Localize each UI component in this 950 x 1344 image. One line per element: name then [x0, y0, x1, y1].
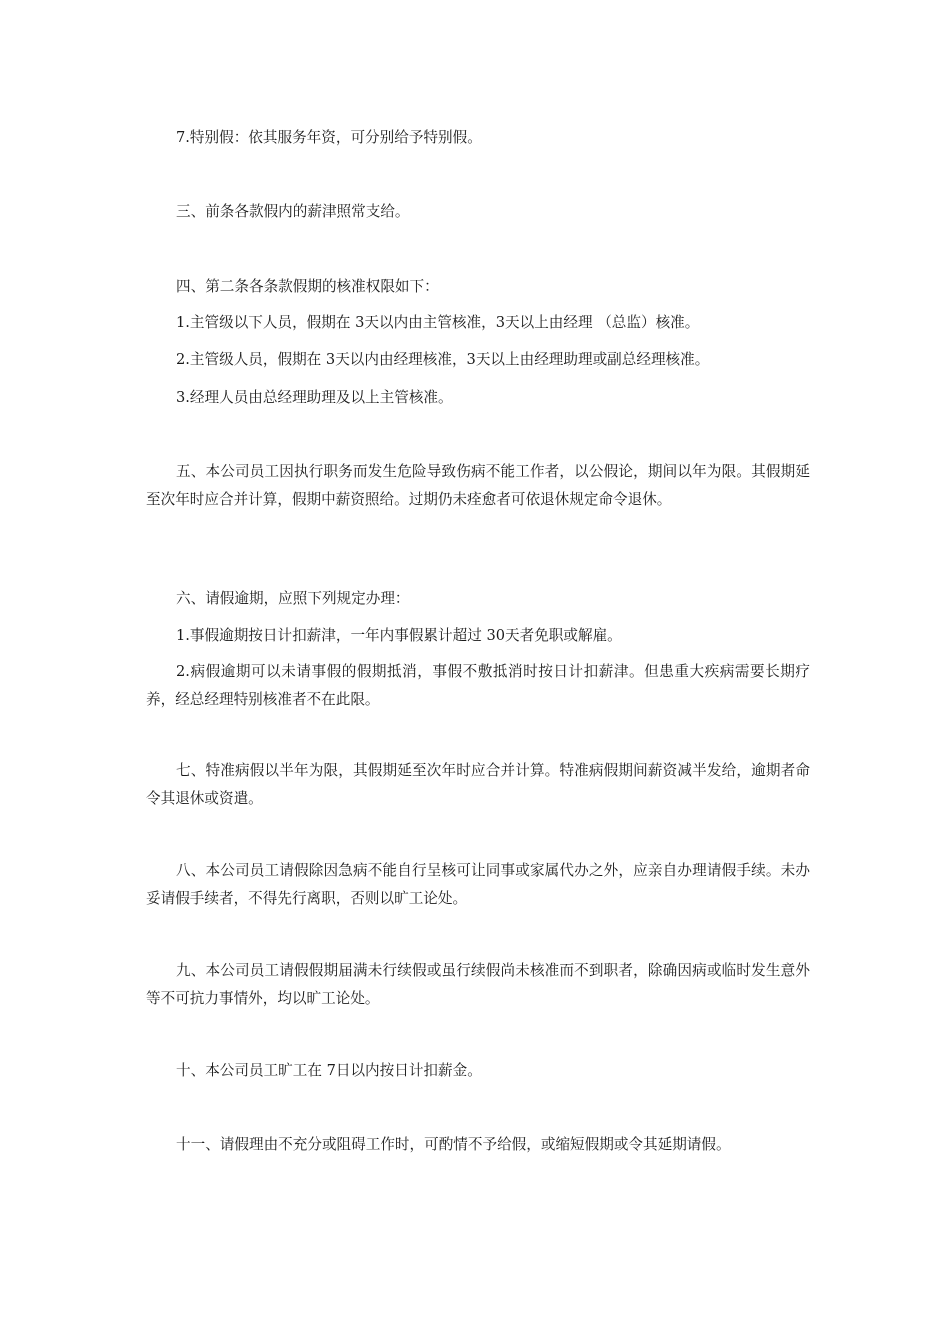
clause-10: 十、本公司员工旷工在 7日以内按日计扣薪金。 — [176, 1062, 482, 1079]
clause-4-item-2: 2.主管级人员，假期在 3天以内由经理核准，3天以上由经理助理或副总经理核准。 — [176, 351, 710, 368]
clause-8: 八、本公司员工请假除因急病不能自行呈核可让同事或家属代办之外，应亲自办理请假手续。未办妥请假手续者，不得先行离职，否则以旷工论处。 — [146, 862, 810, 907]
clause-4-item-3: 3.经理人员由总经理助理及以上主管核准。 — [176, 389, 453, 406]
clause-4: 四、第二条各条款假期的核准权限如下： — [176, 278, 439, 295]
clause-6-item-2: 2.病假逾期可以未请事假的假期抵消，事假不敷抵消时按日计扣薪津。但患重大疾病需要长期疗养，经总经理特别核准者不在此限。 — [146, 663, 810, 708]
item-7-special-leave: 7.特别假：依其服务年资，可分别给予特别假。 — [176, 129, 482, 146]
clause-3: 三、前条各款假内的薪津照常支给。 — [176, 203, 410, 220]
clause-6-item-1: 1.事假逾期按日计扣薪津，一年内事假累计超过 30天者免职或解雇。 — [176, 627, 622, 644]
clause-6: 六、请假逾期，应照下列规定办理： — [176, 590, 410, 607]
clause-11: 十一、请假理由不充分或阻碍工作时，可酌情不予给假，或缩短假期或令其延期请假。 — [176, 1136, 731, 1153]
clause-5: 五、本公司员工因执行职务而发生危险导致伤病不能工作者，以公假论，期间以年为限。其假期延至次年时应合并计算，假期中薪资照给。过期仍未痊愈者可依退休规定命令退休。 — [146, 463, 810, 508]
clause-7: 七、特准病假以半年为限，其假期延至次年时应合并计算。特准病假期间薪资减半发给，逾期者命令其退休或资遣。 — [146, 762, 810, 807]
clause-4-item-1: 1.主管级以下人员，假期在 3天以内由主管核准，3天以上由经理 （总监）核准。 — [176, 314, 700, 331]
clause-9: 九、本公司员工请假假期届满未行续假或虽行续假尚未核准而不到职者，除确因病或临时发生意外等不可抗力事情外，均以旷工论处。 — [146, 962, 810, 1007]
